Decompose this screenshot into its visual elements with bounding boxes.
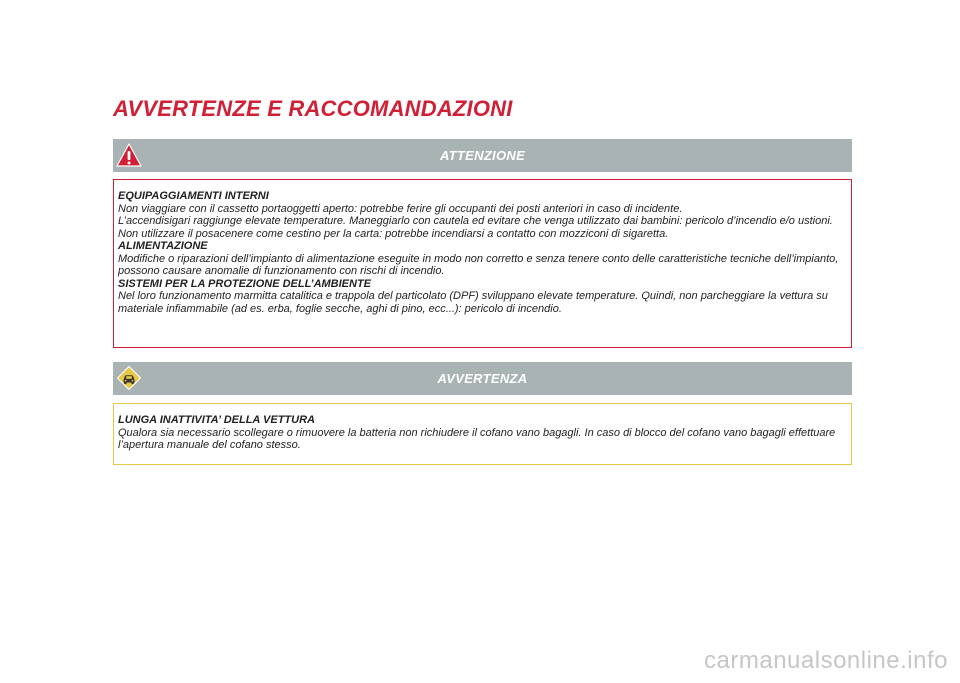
attenzione-body	[113, 179, 852, 348]
avvertenza-body	[113, 403, 852, 465]
section-paragraph: Modifiche o riparazioni dell’impianto di alimentazione eseguite in modo non corretto e senza tenere conto delle caratteristiche tecniche dell’impianto, possono causare anomalie di funzionamento con rischi di incendio.	[118, 252, 839, 277]
car-warning-icon	[116, 365, 142, 391]
section-paragraph: Nel loro funzionamento marmitta catalitica e trappola del particolato (DPF) sviluppano elevate temperature. Quindi, non parcheggiare la vettura su materiale infiammabile (ad es. erba, foglie secche, aghi di pino, ecc...): pericolo di incendio.	[118, 290, 828, 315]
section-paragraph: L’accendisigari raggiunge elevate temperature. Maneggiarlo con cautela ed evitare che venga utilizzato dai bambini: pericolo d’incendio e/o ustioni.	[118, 215, 833, 227]
section-heading: SISTEMI PER LA PROTEZIONE DELL’AMBIENTE	[118, 277, 372, 290]
avvertenza-header	[113, 362, 852, 395]
section-heading: LUNGA INATTIVITA’ DELLA VETTURA	[118, 414, 315, 426]
warning-triangle-icon	[116, 142, 142, 168]
section-heading: ALIMENTAZIONE	[118, 240, 208, 252]
attenzione-header-label: ATTENZIONE	[439, 148, 526, 163]
attenzione-box	[113, 139, 852, 348]
section-paragraph: Non utilizzare il posacenere come cestino per la carta: potrebbe incendiarsi a contatto con mozziconi di sigaretta.	[118, 227, 669, 240]
section-paragraph: Qualora sia necessario scollegare o rimuovere la batteria non richiudere il cofano vano bagagli. In caso di blocco del cofano vano bagagli effettuare l’apertura manuale del cofano stesso.	[118, 426, 836, 451]
page-title: AVVERTENZE E RACCOMANDAZIONI	[113, 96, 513, 121]
avvertenza-box	[113, 362, 852, 465]
avvertenza-header-label: AVVERTENZA	[437, 371, 528, 386]
section-paragraph: Non viaggiare con il cassetto portaoggetti aperto: potrebbe ferire gli occupanti dei posti anteriori in caso di incidente.	[118, 202, 683, 215]
watermark: carmanualsonline.info	[704, 647, 948, 674]
section-heading: EQUIPAGGIAMENTI INTERNI	[118, 190, 269, 202]
attenzione-header	[113, 139, 852, 172]
